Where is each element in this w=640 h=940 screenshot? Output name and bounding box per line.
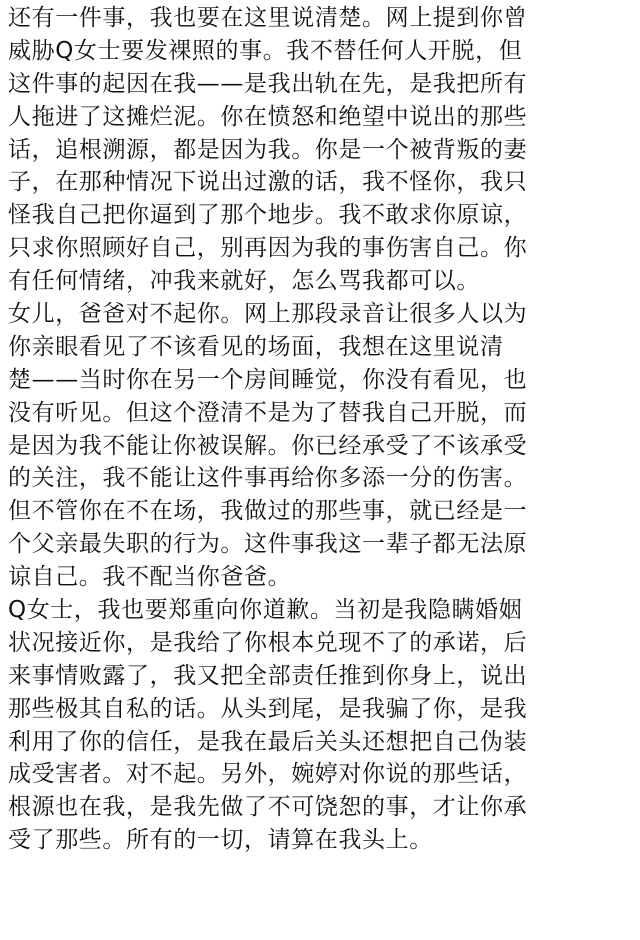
text-line: 子，在那种情况下说出过激的话，我不怪你，我只 [8,169,528,196]
text-line: 是因为我不能让你被误解。你已经承受了不该承受 [8,432,528,459]
text-line: 成受害者。对不起。另外，婉婷对你说的那些话， [8,761,528,788]
text-line: 话，追根溯源，都是因为我。你是一个被背叛的妻 [8,136,528,163]
text-line: 那些极其自私的话。从头到尾，是我骗了你，是我 [8,695,528,722]
text-line: 你亲眼看见了不该看见的场面，我想在这里说清 [8,333,504,360]
text-line: 利用了你的信任，是我在最后关头还想把自己伪装 [8,728,528,755]
text-line: 根源也在我，是我先做了不可饶恕的事，才让你承 [8,794,528,821]
text-line: 楚——当时你在另一个房间睡觉，你没有看见，也 [8,366,528,393]
text-line: 没有听见。但这个澄清不是为了替我自己开脱，而 [8,399,528,426]
text-line: 有任何情绪，冲我来就好，怎么骂我都可以。 [8,268,480,295]
text-line: 人拖进了这摊烂泥。你在愤怒和绝望中说出的那些 [8,103,528,130]
text-line: 只求你照顾好自己，别再因为我的事伤害自己。你 [8,235,528,262]
text-line: 威胁Q女士要发裸照的事。我不替任何人开脱，但 [8,37,523,64]
text-line: 来事情败露了，我又把全部责任推到你身上，说出 [8,662,528,689]
text-line: 女儿，爸爸对不起你。网上那段录音让很多人以为 [8,301,528,328]
text-line: 这件事的起因在我——是我出轨在先，是我把所有 [8,70,528,97]
text-line: 但不管你在不在场，我做过的那些事，就已经是一 [8,498,528,525]
text-line: 受了那些。所有的一切，请算在我头上。 [8,827,433,854]
text-line: 还有一件事，我也要在这里说清楚。网上提到你曾 [8,5,528,31]
text-line: 状况接近你，是我给了你根本兑现不了的承诺，后 [8,629,528,656]
text-line: 怪我自己把你逼到了那个地步。我不敢求你原谅， [8,202,528,229]
text-line: Q女士，我也要郑重向你道歉。当初是我隐瞒婚姻 [8,597,523,624]
text-line: 个父亲最失职的行为。这件事我这一辈子都无法原 [8,531,528,558]
text-line: 谅自己。我不配当你爸爸。 [8,564,292,591]
text-line: 的关注，我不能让这件事再给你多添一分的伤害。 [8,465,528,492]
